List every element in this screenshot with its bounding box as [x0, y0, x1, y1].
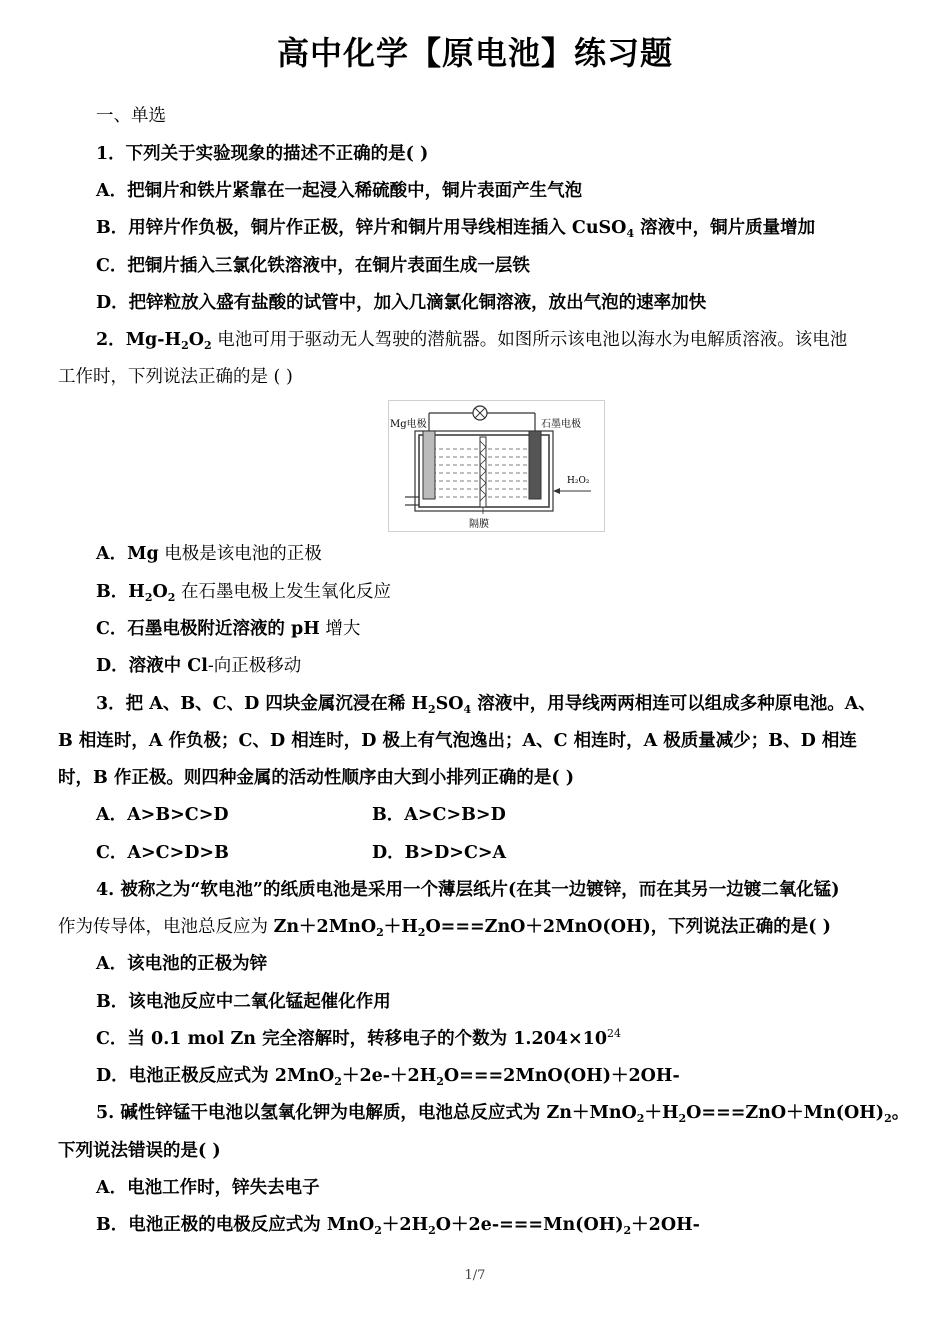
q5-stem-line1: 5. 碱性锌锰干电池以氢氧化钾为电解质，电池总反应式为 $Zn+MnO_2+H_2O===ZnO+Mn(OH)_2$。 [96, 1103, 910, 1125]
q4-option-b: B．该电池反应中二氧化锰起催化作用 [96, 992, 391, 1012]
q1-stem: 1．下列关于实验现象的描述不正确的是( ) [96, 144, 429, 164]
page-number: 1/7 [464, 1268, 486, 1283]
q4-stem-line2: 作为传导体，电池总反应为 $Zn+2MnO_2+H_2O===ZnO+2MnO(OH)$，下列说法正确的是( ) [58, 917, 831, 939]
q2-option-b: B．$H_2O_2$ 在石墨电极上发生氧化反应 [96, 582, 391, 604]
q2-stem-line2: 工作时，下列说法正确的是 ( ) [58, 367, 293, 387]
mg-electrode-label: Mg电极 [390, 419, 427, 430]
battery-diagram [388, 400, 605, 532]
q1-option-b: B．用锌片作负极，铜片作正极，锌片和铜片用导线相连插入 CuSO$_4$ 溶液中，铜片质量增加 [96, 218, 816, 240]
section-heading: 一、单选 [96, 106, 166, 126]
q2-option-d: D．溶液中 Cl-向正极移动 [96, 656, 302, 676]
membrane-label: 隔膜 [469, 519, 489, 530]
q3-option-b: B．A>C>B>D [372, 805, 506, 825]
q4-stem-line1: 4. 被称之为“软电池”的纸质电池是采用一个薄层纸片(在其一边镀锌，而在其另一边镀二氧化锰) [96, 880, 840, 900]
q5-option-b: B．电池正极的电极反应式为 $MnO_2+2H_2O+2e-===Mn(OH)_2+2OH-$ [96, 1215, 700, 1237]
page-title: 高中化学【原电池】练习题 [276, 34, 673, 72]
q5-option-a: A．电池工作时，锌失去电子 [96, 1178, 320, 1198]
q1-option-d: D．把锌粒放入盛有盐酸的试管中，加入几滴氯化铜溶液，放出气泡的速率加快 [96, 293, 707, 313]
h2o2-label: H₂O₂ [567, 476, 590, 486]
q3-option-a: A．A>B>C>D [96, 805, 229, 825]
q2-option-c: C．石墨电极附近溶液的 pH 增大 [96, 619, 361, 639]
q2-stem: 2．$Mg-H_2O_2$ 电池可用于驱动无人驾驶的潜航器。如图所示该电池以海水为电解质溶液。该电池 [96, 330, 848, 352]
q2-option-a: A．Mg 电极是该电池的正极 [96, 544, 322, 564]
q5-stem-line2: 下列说法错误的是( ) [58, 1141, 221, 1161]
q4-option-d: D．电池正极反应式为 $2MnO_2+2e-+2H_2O===2MnO(OH)+2OH-$ [96, 1066, 680, 1088]
q3-option-d: D．B>D>C>A [372, 843, 507, 863]
mg-electrode [423, 431, 435, 499]
q1-option-a: A．把铜片和铁片紧靠在一起浸入稀硫酸中，铜片表面产生气泡 [96, 181, 583, 201]
q3-stem-line3: 时，B 作正极。则四种金属的活动性顺序由大到小排列正确的是( ) [58, 768, 575, 788]
q1-option-c: C．把铜片插入三氯化铁溶液中，在铜片表面生成一层铁 [96, 256, 530, 276]
q3-option-c: C．A>C>D>B [96, 843, 229, 863]
q3-stem-line2: B 相连时，A 作负极；C、D 相连时，D 极上有气泡逸出；A、C 相连时，A 极质量减少；B、D 相连 [58, 731, 857, 751]
q3-stem-line1: 3．把 A、B、C、D 四块金属沉浸在稀 $H_2SO_4$ 溶液中，用导线两两相连可以组成多种原电池。A、 [96, 694, 876, 716]
graphite-electrode-label: 石墨电极 [541, 419, 581, 430]
q4-option-c: C．当 0.1 mol Zn 完全溶解时，转移电子的个数为 $1.204\times 10^{24}$ [96, 1027, 622, 1049]
q4-option-a: A．该电池的正极为锌 [96, 954, 268, 974]
graphite-electrode [529, 431, 541, 499]
